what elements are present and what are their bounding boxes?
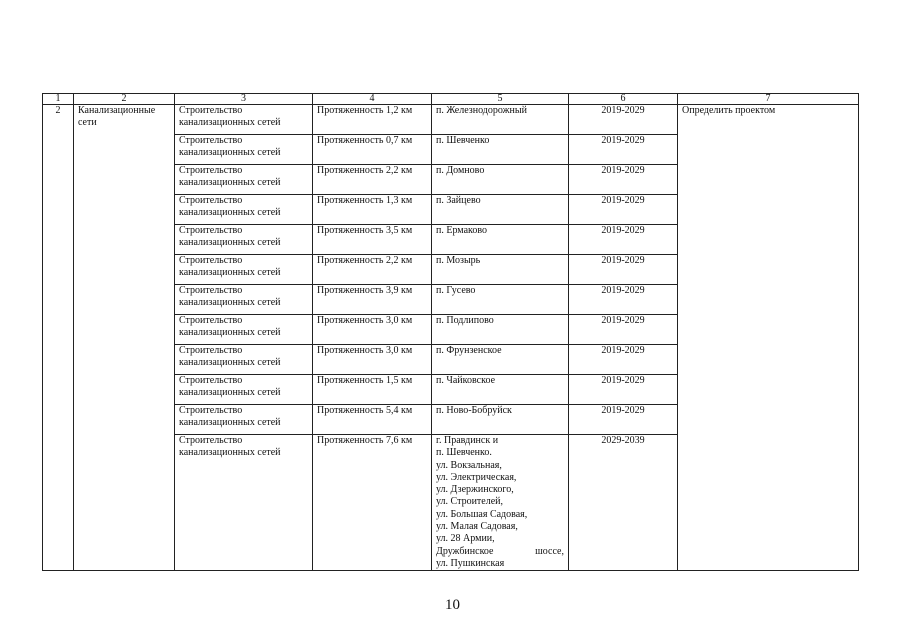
- column-header: 1: [43, 94, 74, 105]
- length-cell: Протяженность 5,4 км: [313, 405, 432, 435]
- length-cell: Протяженность 1,5 км: [313, 375, 432, 405]
- period-cell: 2019-2029: [569, 345, 678, 375]
- work-cell: Строительство канализационных сетей: [175, 405, 313, 435]
- work-cell: Строительство канализационных сетей: [175, 255, 313, 285]
- period-cell: 2019-2029: [569, 165, 678, 195]
- length-cell: Протяженность 1,3 км: [313, 195, 432, 225]
- length-cell: Протяженность 3,0 км: [313, 345, 432, 375]
- work-cell: Строительство канализационных сетей: [175, 195, 313, 225]
- page-number: 10: [445, 597, 460, 613]
- work-cell: Строительство канализационных сетей: [175, 105, 313, 135]
- length-cell: Протяженность 1,2 км: [313, 105, 432, 135]
- place-cell: п. Шевченко: [432, 135, 569, 165]
- period-cell: 2019-2029: [569, 135, 678, 165]
- length-cell: Протяженность 3,9 км: [313, 285, 432, 315]
- work-cell: Строительство канализационных сетей: [175, 345, 313, 375]
- length-cell: Протяженность 3,5 км: [313, 225, 432, 255]
- length-cell: Протяженность 2,2 км: [313, 255, 432, 285]
- work-cell: Строительство канализационных сетей: [175, 285, 313, 315]
- street-item: п. Шевченко.: [436, 447, 492, 459]
- column-header: 2: [74, 94, 175, 105]
- place-cell: п. Зайцево: [432, 195, 569, 225]
- street-justified-left: Дружбинское: [436, 545, 494, 557]
- column-number-row: [43, 94, 859, 105]
- column-header: 6: [569, 94, 678, 105]
- work-cell: Строительство канализационных сетей: [175, 375, 313, 405]
- place-cell: п. Ново-Бобруйск: [432, 405, 569, 435]
- period-cell: 2019-2029: [569, 315, 678, 345]
- street-item-justified: [436, 546, 564, 558]
- period-cell: 2019-2029: [569, 105, 678, 135]
- work-cell: Строительство канализационных сетей: [175, 225, 313, 255]
- work-cell: Строительство канализационных сетей: [175, 435, 313, 571]
- place-cell: п. Мозырь: [432, 255, 569, 285]
- column-header: 4: [313, 94, 432, 105]
- period-cell: 2019-2029: [569, 405, 678, 435]
- length-cell: Протяженность 2,2 км: [313, 165, 432, 195]
- period-cell: 2019-2029: [569, 285, 678, 315]
- period-cell: 2019-2029: [569, 225, 678, 255]
- place-cell: п. Чайковское: [432, 375, 569, 405]
- street-justified-right: шоссе,: [535, 545, 564, 557]
- street-item: ул. Строителей,: [436, 496, 504, 508]
- length-cell: Протяженность 3,0 км: [313, 315, 432, 345]
- place-list-cell: [432, 435, 569, 571]
- action-cell: Определить проектом: [678, 105, 859, 571]
- table-row: [43, 105, 859, 135]
- infrastructure-table: [42, 93, 859, 571]
- period-cell: 2019-2029: [569, 255, 678, 285]
- column-header: 3: [175, 94, 313, 105]
- place-cell: п. Фрунзенское: [432, 345, 569, 375]
- object-type-cell: Канализационные сети: [74, 105, 175, 571]
- street-item: ул. Малая Садовая,: [436, 521, 518, 533]
- length-cell: Протяженность 0,7 км: [313, 135, 432, 165]
- street-item: ул. Большая Садовая,: [436, 508, 528, 520]
- work-cell: Строительство канализационных сетей: [175, 165, 313, 195]
- street-item: ул. Дзержинского,: [436, 484, 514, 496]
- place-cell: п. Гусево: [432, 285, 569, 315]
- work-cell: Строительство канализационных сетей: [175, 135, 313, 165]
- place-cell: п. Ермаково: [432, 225, 569, 255]
- street-item: ул. Электрическая,: [436, 471, 517, 483]
- street-list: [436, 435, 564, 570]
- place-cell: п. Железнодорожный: [432, 105, 569, 135]
- work-cell: Строительство канализационных сетей: [175, 315, 313, 345]
- period-cell: 2019-2029: [569, 195, 678, 225]
- period-cell: 2029-2039: [569, 435, 678, 571]
- street-item: г. Правдинск и: [436, 435, 499, 446]
- column-header: 7: [678, 94, 859, 105]
- place-cell: п. Домново: [432, 165, 569, 195]
- length-cell: Протяженность 7,6 км: [313, 435, 432, 571]
- column-header: 5: [432, 94, 569, 105]
- street-item: ул. Вокзальная,: [436, 459, 502, 471]
- street-item: ул. Пушкинская: [436, 557, 505, 569]
- period-cell: 2019-2029: [569, 375, 678, 405]
- place-cell: п. Подлипово: [432, 315, 569, 345]
- row-number-cell: 2: [43, 105, 74, 571]
- street-item: ул. 28 Армии,: [436, 533, 495, 545]
